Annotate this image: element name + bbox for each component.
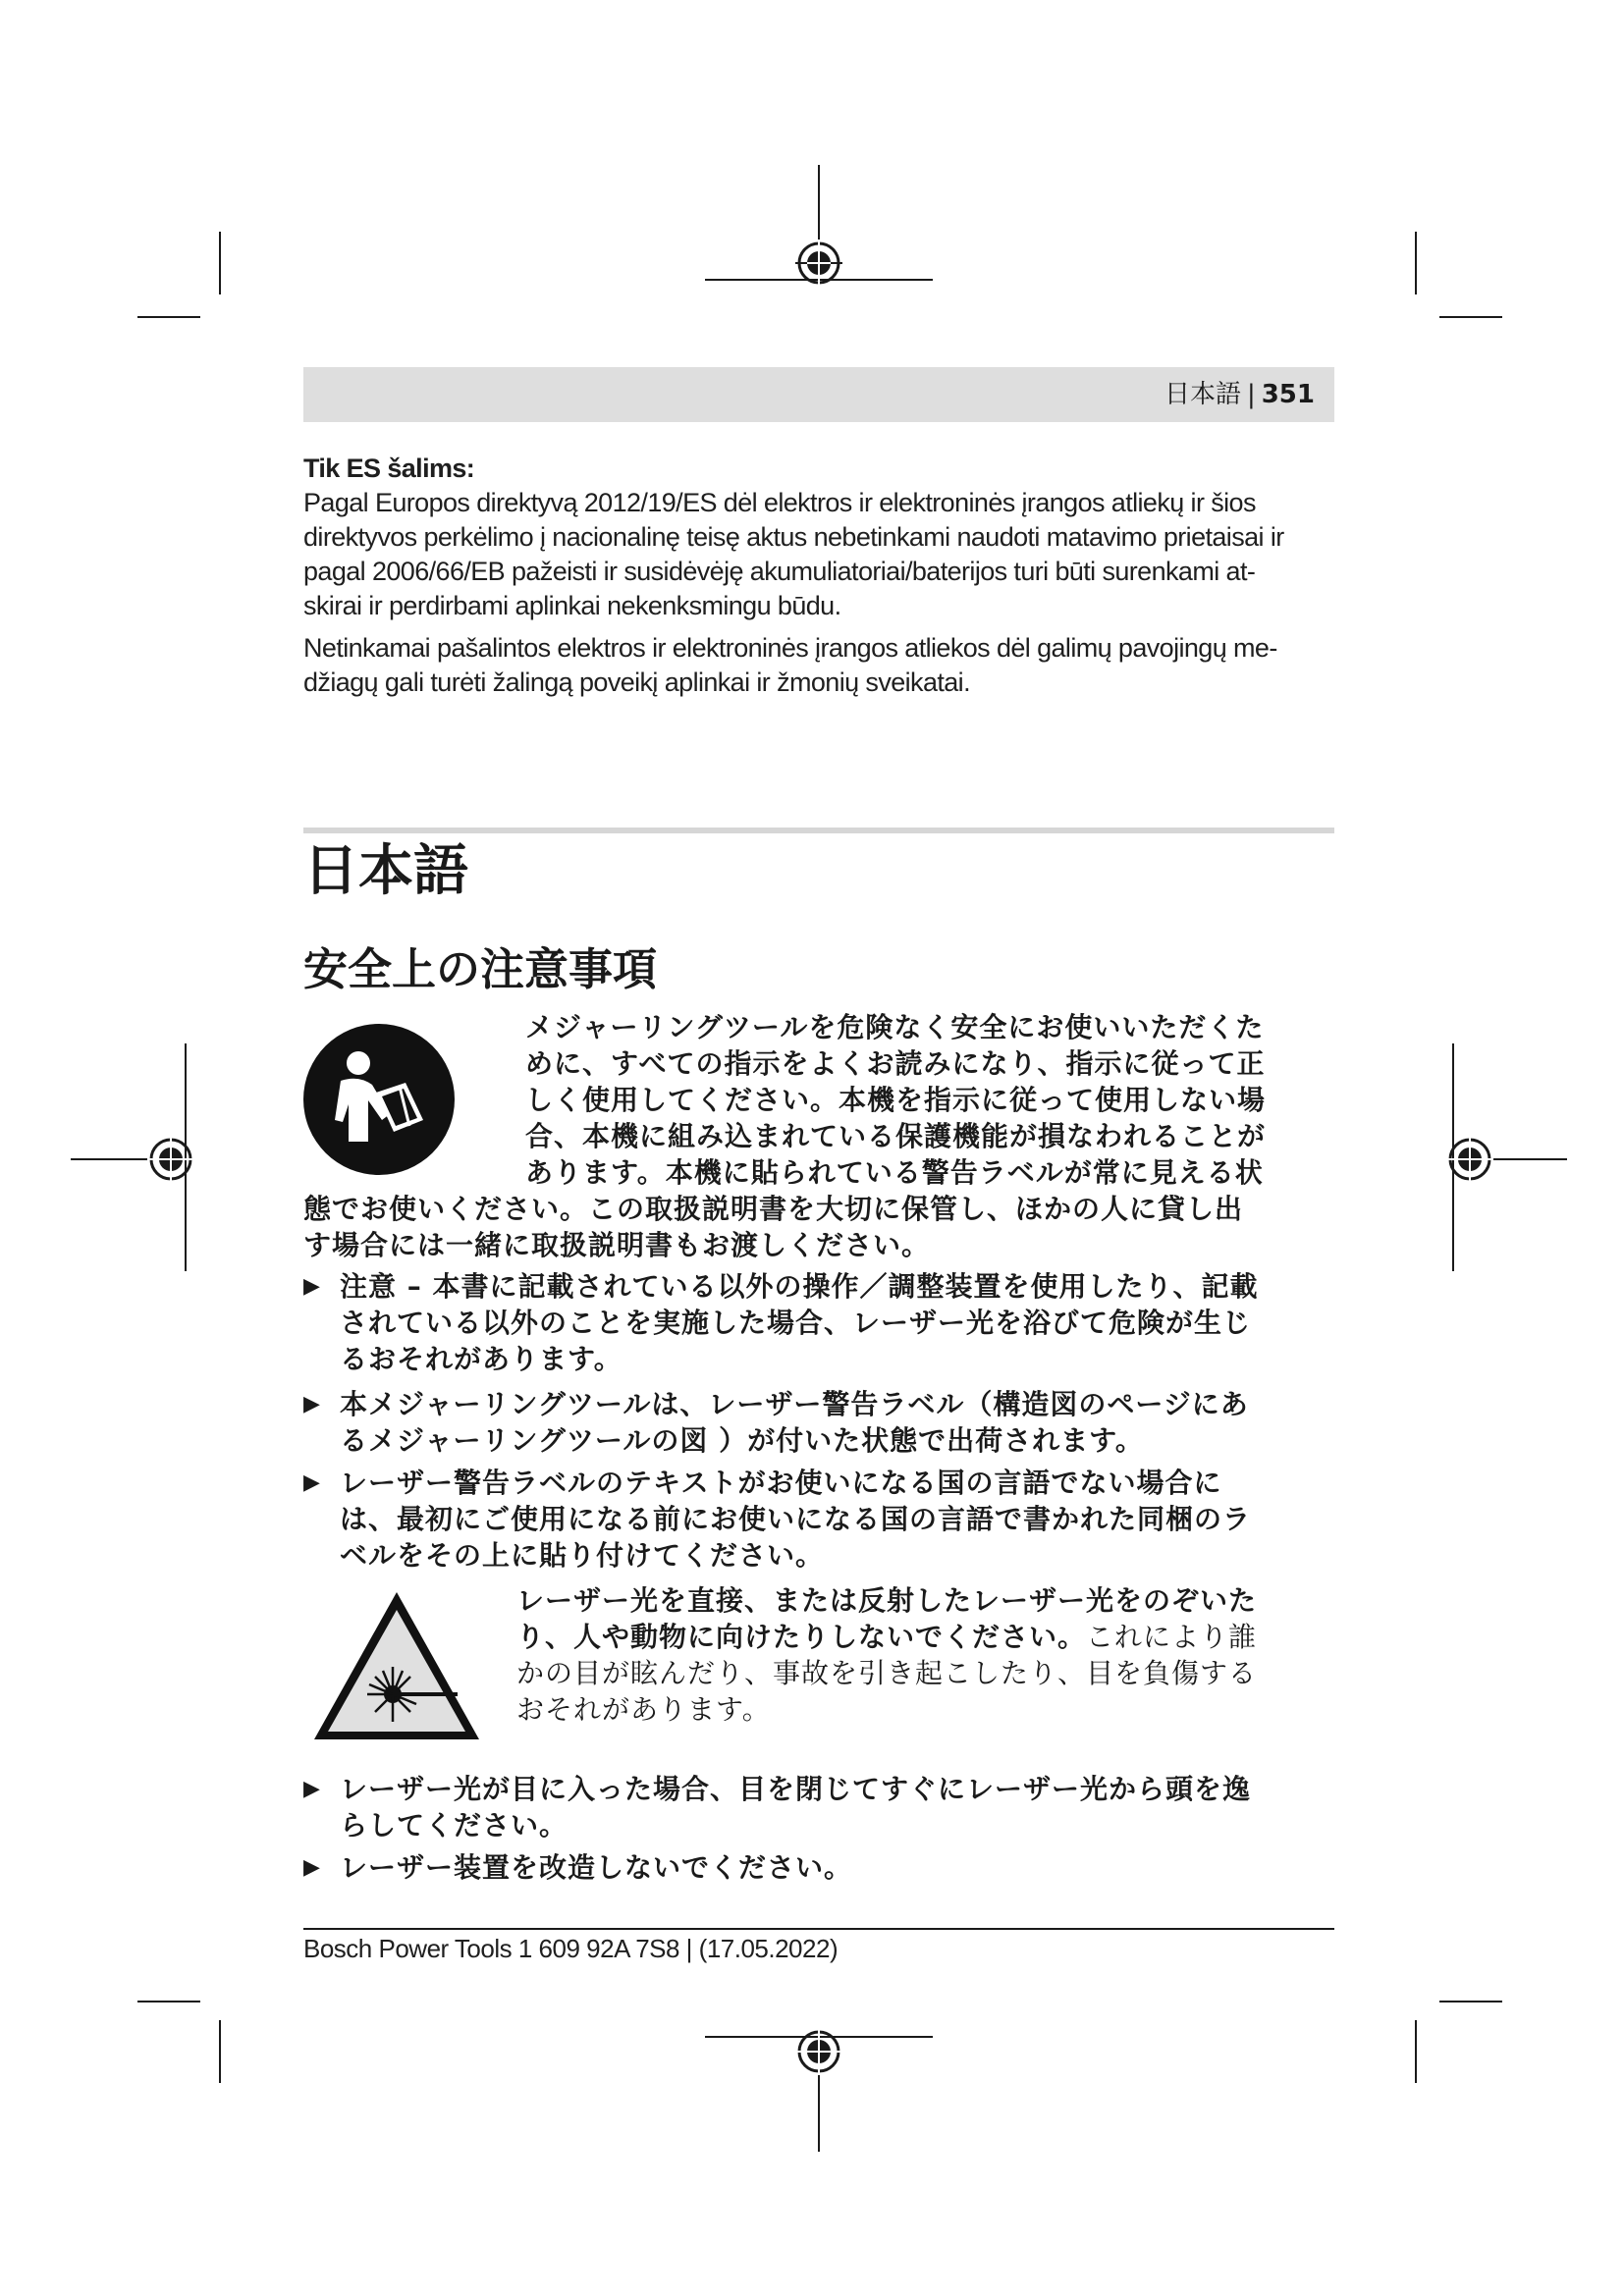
text-line: skirai ir perdirbami aplinkai nekenksmingu būdu. — [303, 591, 841, 620]
registration-mark-icon — [795, 2028, 842, 2075]
text-line: 注意 – 本書に記載されている以外の操作／調整装置を使用したり、記載 — [340, 1270, 1259, 1303]
crop-line — [137, 316, 200, 318]
text-line: かの目が眩んだり、事故を引き起こしたり、目を負傷する — [516, 1657, 1258, 1689]
text-line: メジャーリングツールを危険なく安全にお使いいただくた — [525, 1011, 1265, 1043]
crop-line — [1415, 2020, 1417, 2083]
text-line: らしてください。 — [340, 1809, 568, 1842]
warning-bold-text: り、人や動物に向けたりしないでください。 — [516, 1621, 1087, 1653]
text-line: めに、すべての指示をよくお読みになり、指示に従って正 — [525, 1047, 1266, 1080]
read-manual-icon — [303, 1024, 455, 1175]
section-divider — [303, 828, 1334, 833]
text-line: るメジャーリングツールの図 ）が付いた状態で出荷されます。 — [340, 1424, 1144, 1457]
text-line: direktyvos perkėlimo į nacionalinę teisę aktus nebetinkami naudoti matavimo prietaisai ir — [303, 522, 1284, 552]
warning-normal-text: これにより誰 — [1086, 1621, 1258, 1653]
header-section-name: 日本語 — [1164, 380, 1241, 409]
lt-paragraph-2 — [303, 631, 1344, 700]
bullet-list-a — [0, 1268, 1624, 1577]
safety-heading: 安全上の注意事項 — [303, 943, 658, 995]
crop-line — [137, 2001, 200, 2002]
crop-line — [1439, 2001, 1502, 2002]
page-number: 351 — [1261, 380, 1315, 409]
crop-line — [1415, 232, 1417, 294]
text-line: 本メジャーリングツールは、レーザー警告ラベル（構造図のページにあ — [340, 1388, 1249, 1420]
crop-line — [1439, 316, 1502, 318]
text-line: レーザー装置を改造しないでください。 — [340, 1851, 853, 1884]
text-line: しく使用してください。本機を指示に従って使用しない場 — [525, 1084, 1267, 1116]
lt-title: Tik ES šalims: — [303, 454, 475, 483]
footer-text: Bosch Power Tools 1 609 92A 7S8 | (17.05.2022) — [303, 1934, 839, 1963]
intro-paragraph-bottom — [303, 1191, 1344, 1263]
footer-rule — [303, 1928, 1334, 1930]
text-line: 合、本機に組み込まれている保護機能が損なわれることが — [525, 1120, 1267, 1152]
text-line: レーザー光を直接、または反射したレーザー光をのぞいた — [516, 1584, 1258, 1617]
text-line: は、最初にご使用になる前にお使いになる国の言語で書かれた同梱のラ — [340, 1503, 1252, 1535]
text-line: あります。本機に貼られている警告ラベルが常に見える状 — [525, 1156, 1264, 1189]
bullet-arrow-icon: ▶ — [303, 1392, 321, 1416]
registration-mark-icon — [795, 240, 842, 287]
text-line: džiagų gali turėti žalingą poveikį aplinkai ir žmonių sveikatai. — [303, 667, 970, 697]
lt-paragraph-1 — [303, 486, 1344, 623]
bullet-arrow-icon: ▶ — [303, 1274, 321, 1299]
bullet-arrow-icon: ▶ — [303, 1777, 321, 1801]
text-line: 態でお使いください。この取扱説明書を大切に保管し、ほかの人に貸し出 — [303, 1193, 1244, 1225]
text-line: レーザー光が目に入った場合、目を閉じてすぐにレーザー光から頭を逸 — [340, 1773, 1252, 1805]
text-line: レーザー警告ラベルのテキストがお使いになる国の言語でない場合に — [340, 1467, 1222, 1499]
laser-warning-icon — [310, 1588, 483, 1743]
text-line: Pagal Europos direktyvą 2012/19/ES dėl elektros ir elektroninės įrangos atliekų ir šios — [303, 488, 1256, 517]
text-line: おそれがあります。 — [516, 1693, 771, 1726]
bullet-arrow-icon: ▶ — [303, 1470, 321, 1495]
text-line: す場合には一緒に取扱説明書もお渡しください。 — [303, 1229, 931, 1261]
text-line: るおそれがあります。 — [340, 1343, 623, 1375]
intro-paragraph-top — [525, 1009, 1340, 1191]
crop-line — [219, 232, 221, 294]
bullet-text — [340, 1268, 1341, 1377]
bullet-text — [340, 1771, 1341, 1843]
registration-mark-icon — [1446, 1136, 1493, 1183]
page-header — [303, 367, 1334, 422]
bullet-text — [340, 1849, 1341, 1886]
text-line: されている以外のことを実施した場合、レーザー光を浴びて危険が生じ — [340, 1307, 1252, 1339]
text-line: pagal 2006/66/EB pažeisti ir susidėvėję akumuliatoriai/baterijos turi būti surenkami at- — [303, 557, 1256, 586]
bullet-arrow-icon: ▶ — [303, 1855, 321, 1880]
registration-mark-icon — [147, 1136, 194, 1183]
header-label — [1164, 377, 1315, 412]
bullet-text — [340, 1386, 1341, 1459]
text-line: Netinkamai pašalintos elektros ir elektroninės įrangos atliekos dėl galimų pavojingų me- — [303, 633, 1277, 663]
header-separator: | — [1246, 380, 1256, 409]
lt-section — [303, 452, 1344, 700]
text-line — [516, 1619, 1351, 1655]
bullet-list-b — [0, 1771, 1624, 1889]
text-line: ベルをその上に貼り付けてください。 — [340, 1539, 825, 1572]
crop-line — [219, 2020, 221, 2083]
bullet-text — [340, 1465, 1341, 1574]
laser-warning-text — [516, 1582, 1351, 1728]
language-heading: 日本語 — [303, 839, 468, 903]
